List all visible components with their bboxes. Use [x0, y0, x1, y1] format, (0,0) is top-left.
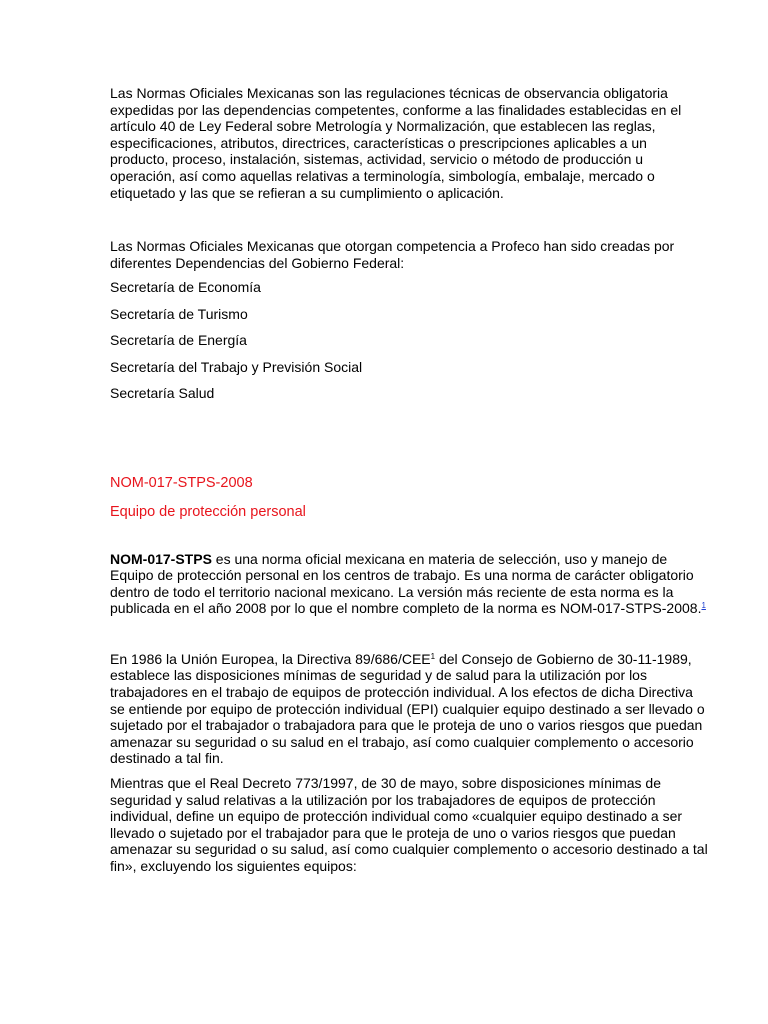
nom-subtitle-heading: Equipo de protección personal	[110, 503, 306, 520]
eu-text-before: En 1986 la Unión Europea, la Directiva 89/686/CEE	[110, 650, 431, 667]
nom-description-text: es una norma oficial mexicana en materia de selección, uso y manejo de Equipo de protección personal en los centros de trabajo. Es una norma de carácter obligatorio dentro de todo el territorio nacional mexicano. La versión más reciente de esta norma es la publicada en el año 2008 por lo que el nombre completo de la norma es NOM-017-STPS-2008.	[110, 550, 702, 617]
list-item: Secretaría Salud	[110, 384, 215, 401]
eu-text-after: del Consejo de Gobierno de 30-11-1989, establece las disposiciones mínimas de seguridad y de salud para la utilización por los trabajadores en el trabajo de equipos de protección individual. A los efectos de dicha Directiva se entiende por equipo de protección individual (EPI) cualquier equipo destinado a ser llevado o sujetado por el trabajador o trabajadora para que le proteja de uno o varios riesgos que puedan amenazar su seguridad o su salud en el trabajo, así como cualquier complemento o accesorio destinado a tal fin.	[110, 650, 705, 767]
nom-lead-term: NOM-017-STPS	[110, 550, 212, 567]
list-item: Secretaría de Turismo	[110, 305, 248, 322]
footnote-marker: 1	[430, 651, 436, 661]
intro-paragraph: Las Normas Oficiales Mexicanas son las regulaciones técnicas de observancia obligatoria expedidas por las dependencias competentes, conforme a las finalidades establecidas en el artículo 40 de Ley Federal sobre Metrología y Normalización, que establecen las reglas, especificaciones, atributos, directrices, características o prescripciones aplicables a un producto, proceso, instalación, sistemas, actividad, servicio o método de producción u operación, así como aquellas relativas a terminología, simbología, embalaje, mercado o etiquetado y las que se refieran a su cumplimiento o aplicación.	[110, 85, 682, 201]
competencia-paragraph: Las Normas Oficiales Mexicanas que otorgan competencia a Profeco han sido creadas por diferentes Dependencias del Gobierno Federal:	[110, 238, 675, 271]
list-item: Secretaría de Energía	[110, 332, 247, 349]
real-decreto-paragraph: Mientras que el Real Decreto 773/1997, de 30 de mayo, sobre disposiciones mínimas de seguridad y salud relativas a la utilización por los trabajadores de equipos de protección individual, define un equipo de protección individual como «cualquier equipo destinado a ser llevado o sujetado por el trabajador para que le proteja de uno o varios riesgos que puedan amenazar su seguridad o su salud, así como cualquier complemento o accesorio destinado a tal fin», excluyendo los siguientes equipos:	[110, 775, 708, 874]
secretarias-list	[110, 279, 708, 401]
nom-code-heading: NOM-017-STPS-2008	[110, 474, 253, 491]
eu-directive-paragraph	[110, 651, 708, 767]
nom-description-paragraph	[110, 551, 708, 617]
list-item: Secretaría del Trabajo y Previsión Social	[110, 358, 363, 375]
list-item: Secretaría de Economía	[110, 279, 261, 296]
footnote-link[interactable]: 1	[701, 601, 706, 611]
